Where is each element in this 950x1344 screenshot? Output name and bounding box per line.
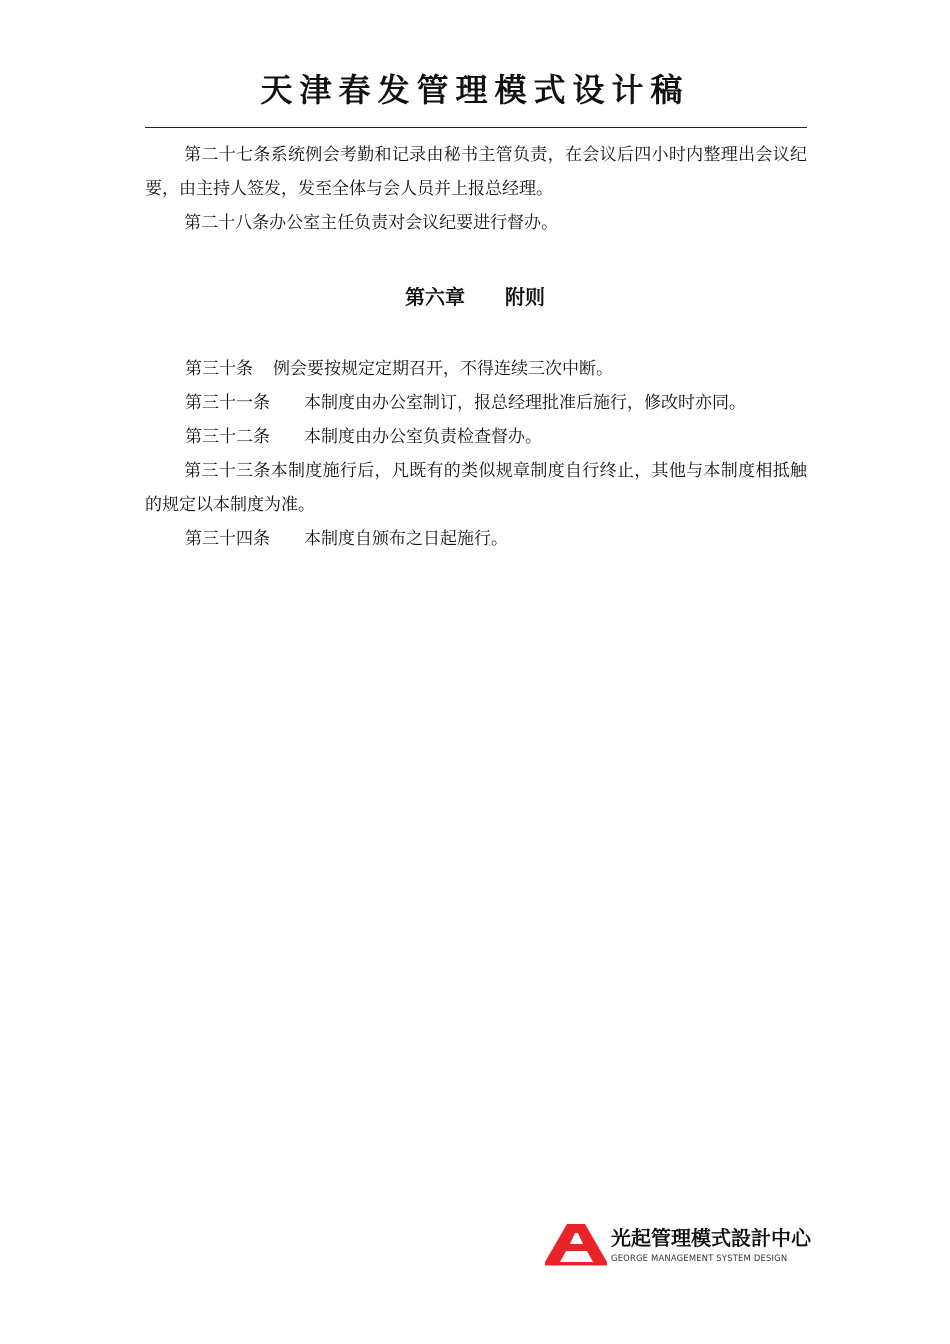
chapter-heading [0,281,950,313]
article-number: 第三十一条 [185,393,270,413]
logo-name: 光起管理模式設計中心 [611,1226,811,1250]
chapter-number: 第六章 [405,285,465,309]
document-header-title: 天津春发管理模式设计稿 [260,71,690,109]
article-28: 第二十八条办公室主任负责对会议纪要进行督办。 [184,213,559,233]
header-divider [145,127,807,128]
article-32 [145,420,807,454]
article-section-appendix [145,352,807,556]
article-33: 第三十三条本制度施行后，凡既有的类似规章制度自行终止，其他与本制度相抵触的规定以本制度为准。 [145,461,807,515]
article-text: 本制度由办公室制订，报总经理批准后施行，修改时亦同。 [304,393,746,413]
article-27: 第二十七条系统例会考勤和记录由秘书主管负责，在会议后四小时内整理出会议纪要，由主持人签发，发至全体与会人员并上报总经理。 [145,145,807,199]
article-section-meetings [145,138,807,240]
article-number: 第三十二条 [185,427,270,447]
article-number: 第三十四条 [185,529,270,549]
article-number: 第三十条 [185,359,253,379]
footer-logo [545,1222,811,1270]
article-text: 本制度由办公室负责检查督办。 [304,427,542,447]
article-text: 例会要按规定定期召开，不得连续三次中断。 [273,359,613,379]
article-text: 本制度自颁布之日起施行。 [304,529,508,549]
article-31 [145,386,807,420]
logo-subtitle: GEORGE MANAGEMENT SYSTEM DESIGN [611,1253,788,1263]
chapter-title: 附则 [505,285,545,309]
letter-a-logo-icon [545,1222,607,1266]
article-30 [145,352,807,386]
article-34 [145,522,807,556]
